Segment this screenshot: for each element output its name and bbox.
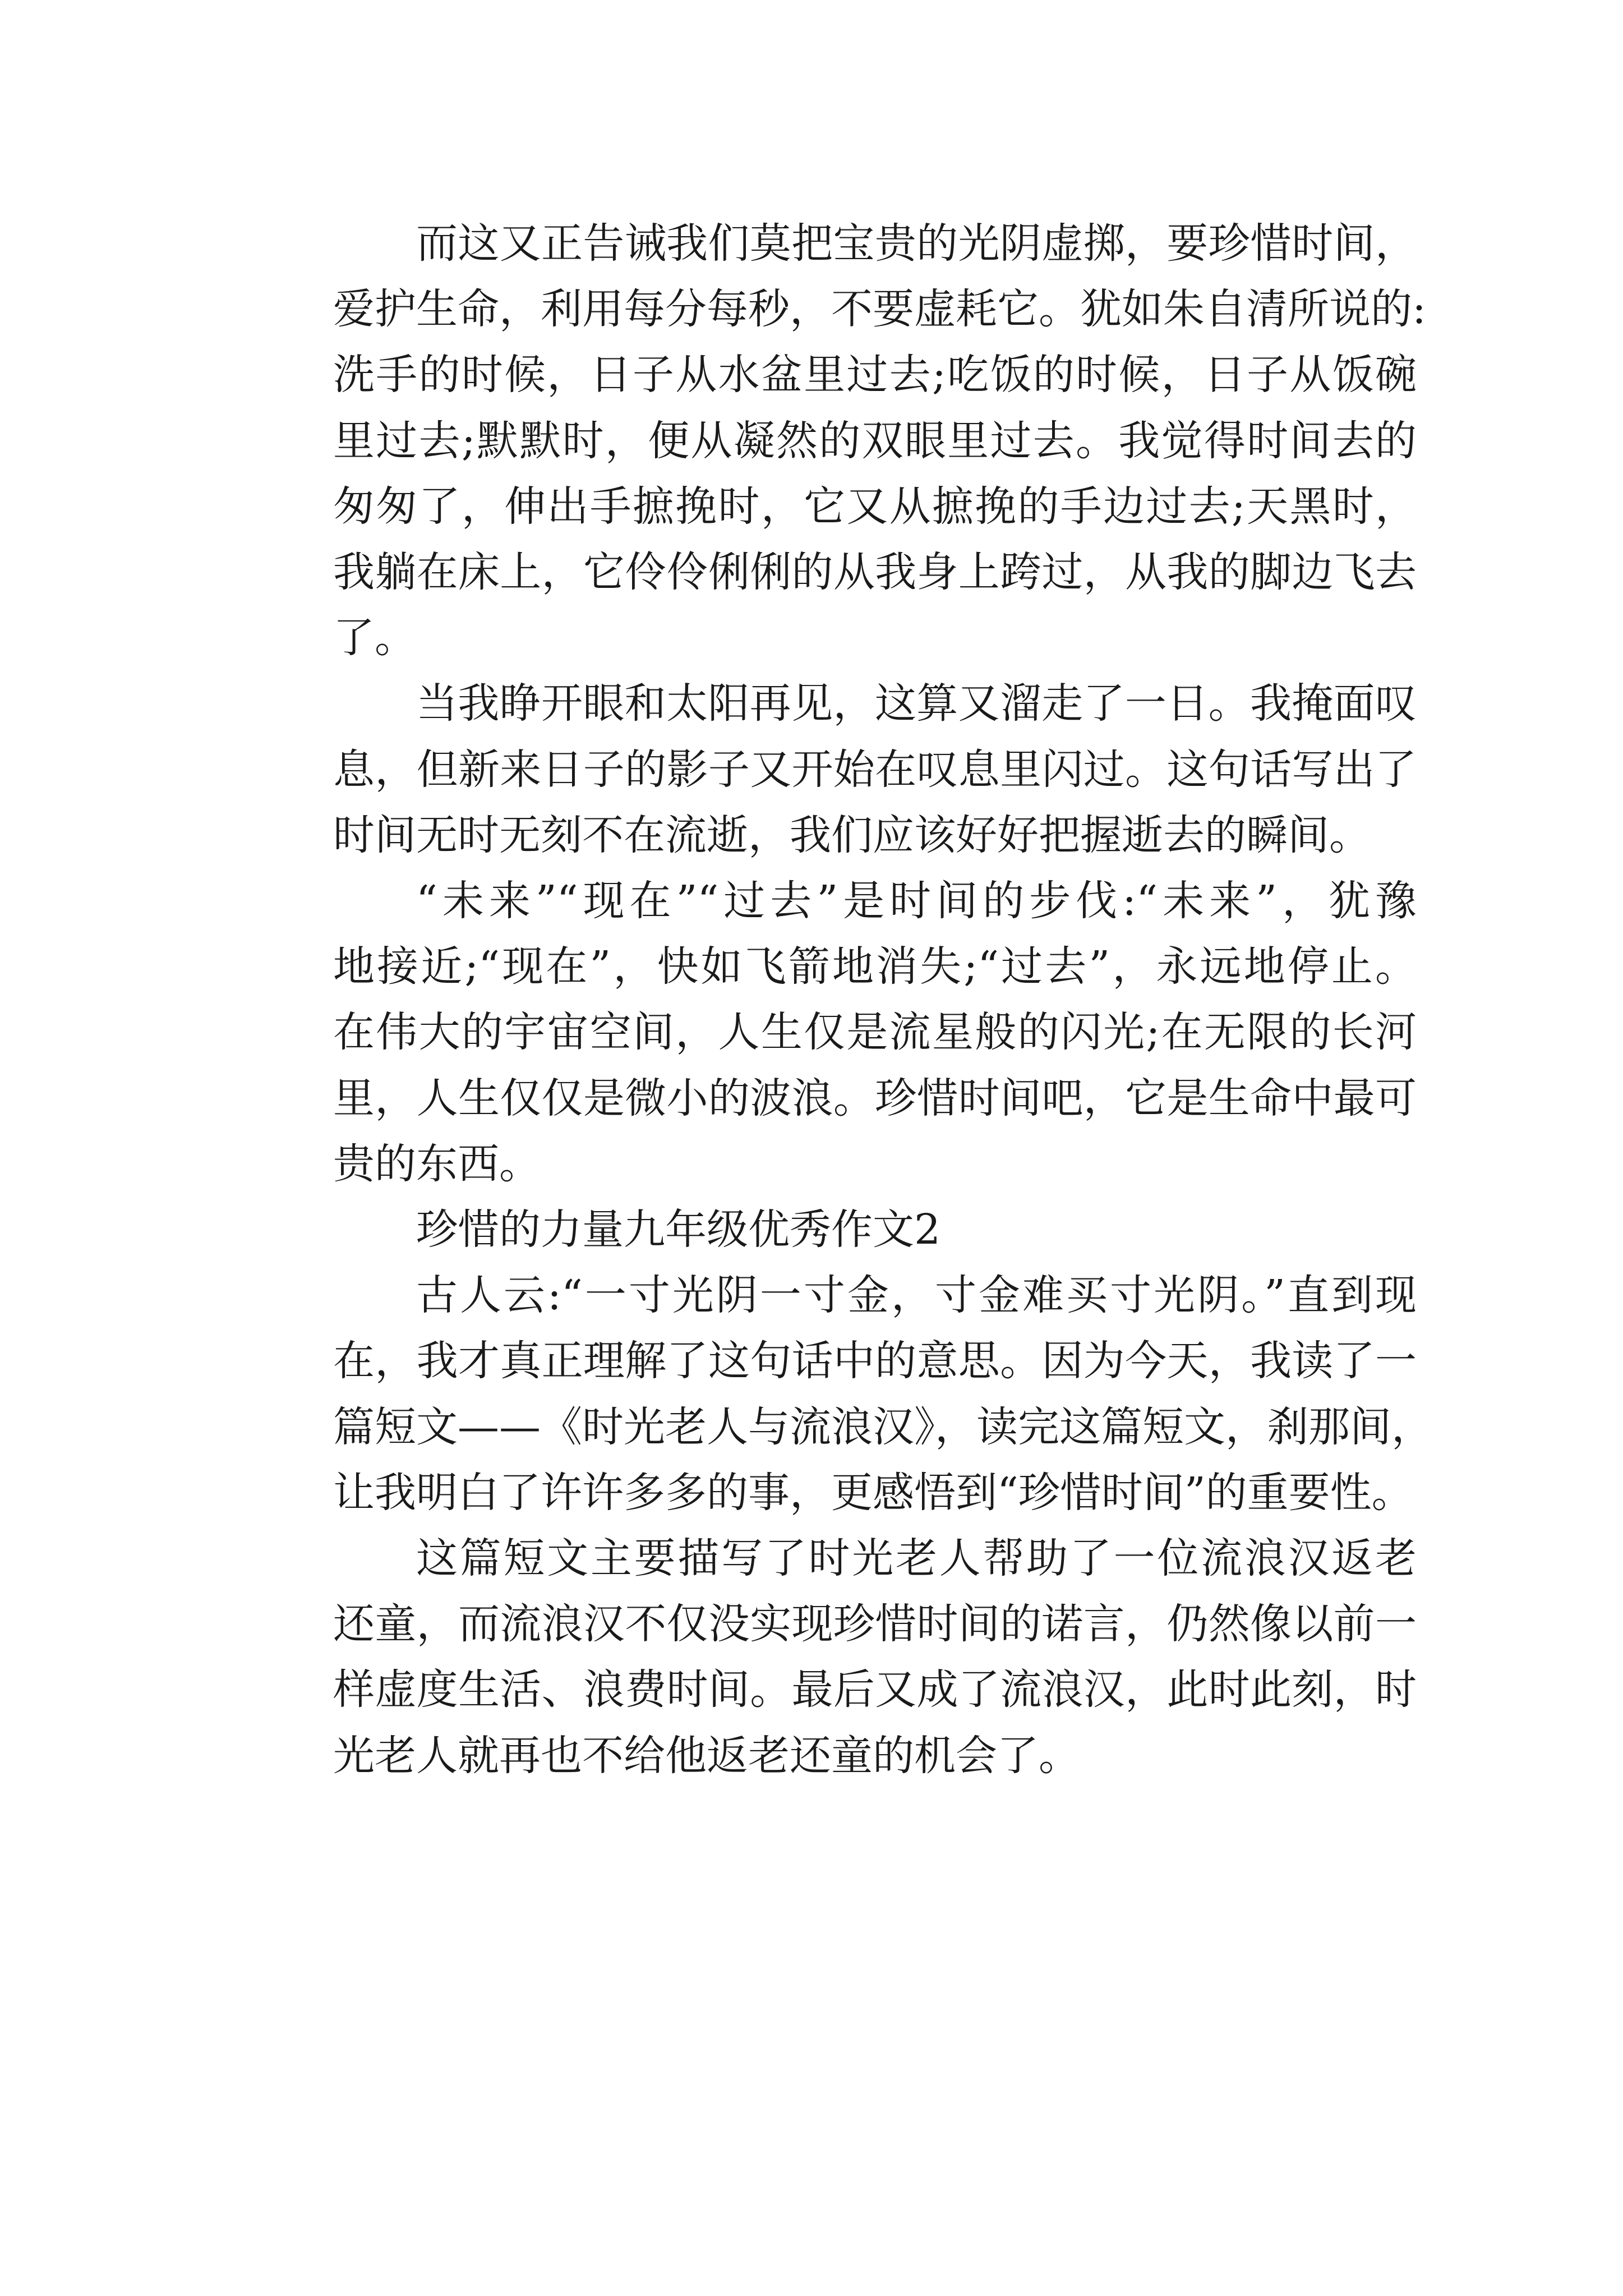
section-heading — [250, 1197, 1417, 1263]
text-line: 古人云:“一寸光阴一寸金，寸金难买寸光阴。”直到现 — [416, 1271, 1417, 1320]
paragraph-1 — [250, 211, 1426, 671]
text-line: 洗手的时候，日子从水盆里过去;吃饭的时候，日子从饭碗 — [333, 351, 1417, 399]
text-line: 还童，而流浪汉不仅没实现珍惜时间的诺言，仍然像以前一 — [333, 1600, 1417, 1649]
text-line: 光老人就再也不给他返老还童的机会了。 — [333, 1731, 1080, 1780]
text-line: 里过去;默默时，便从凝然的双眼里过去。我觉得时间去的 — [333, 416, 1417, 465]
text-line: 贵的东西。 — [333, 1139, 541, 1188]
text-line: 而这又正告诫我们莫把宝贵的光阴虚掷，要珍惜时间， — [416, 219, 1417, 268]
text-line: 样虚度生活、浪费时间。最后又成了流浪汉，此时此刻，时 — [333, 1665, 1417, 1714]
text-line: 在，我才真正理解了这句话中的意思。因为今天，我读了一 — [333, 1337, 1417, 1386]
paragraph-3 — [250, 868, 1417, 1197]
document-body — [250, 211, 1433, 1789]
text-line: 爱护生命，利用每分每秒，不要虚耗它。犹如朱自清所说的: — [333, 285, 1426, 334]
paragraph-2 — [250, 671, 1417, 868]
text-line: 当我睁开眼和太阳再见，这算又溜走了一日。我掩面叹 — [416, 679, 1417, 728]
text-line: 让我明白了许许多多的事，更感悟到“珍惜时间”的重要性。 — [333, 1468, 1413, 1517]
text-line: 篇短文——《时光老人与流浪汉》，读完这篇短文，刹那间， — [333, 1402, 1433, 1451]
text-line: 匆匆了，伸出手摭挽时，它又从摭挽的手边过去;天黑时， — [333, 482, 1417, 531]
text-line: 息，但新来日子的影子又开始在叹息里闪过。这句话写出了 — [333, 745, 1417, 794]
text-line: 在伟大的宇宙空间，人生仅是流星般的闪光;在无限的长河 — [333, 1008, 1417, 1057]
paragraph-5 — [250, 1263, 1433, 1526]
text-line: “未来”“现在”“过去”是时间的步伐:“未来”，犹豫 — [416, 877, 1417, 926]
text-line: 这篇短文主要描写了时光老人帮助了一位流浪汉返老 — [416, 1534, 1417, 1583]
text-line: 地接近;“现在”，快如飞箭地消失;“过去”，永远地停止。 — [333, 942, 1417, 991]
text-line: 了。 — [333, 614, 416, 662]
text-line: 时间无时无刻不在流逝，我们应该好好把握逝去的瞬间。 — [333, 811, 1371, 859]
text-line: 我躺在床上，它伶伶俐俐的从我身上跨过，从我的脚边飞去 — [333, 548, 1417, 597]
paragraph-6 — [250, 1526, 1417, 1789]
heading-text: 珍惜的力量九年级优秀作文2 — [416, 1205, 941, 1254]
text-line: 里，人生仅仅是微小的波浪。珍惜时间吧，它是生命中最可 — [333, 1074, 1417, 1122]
